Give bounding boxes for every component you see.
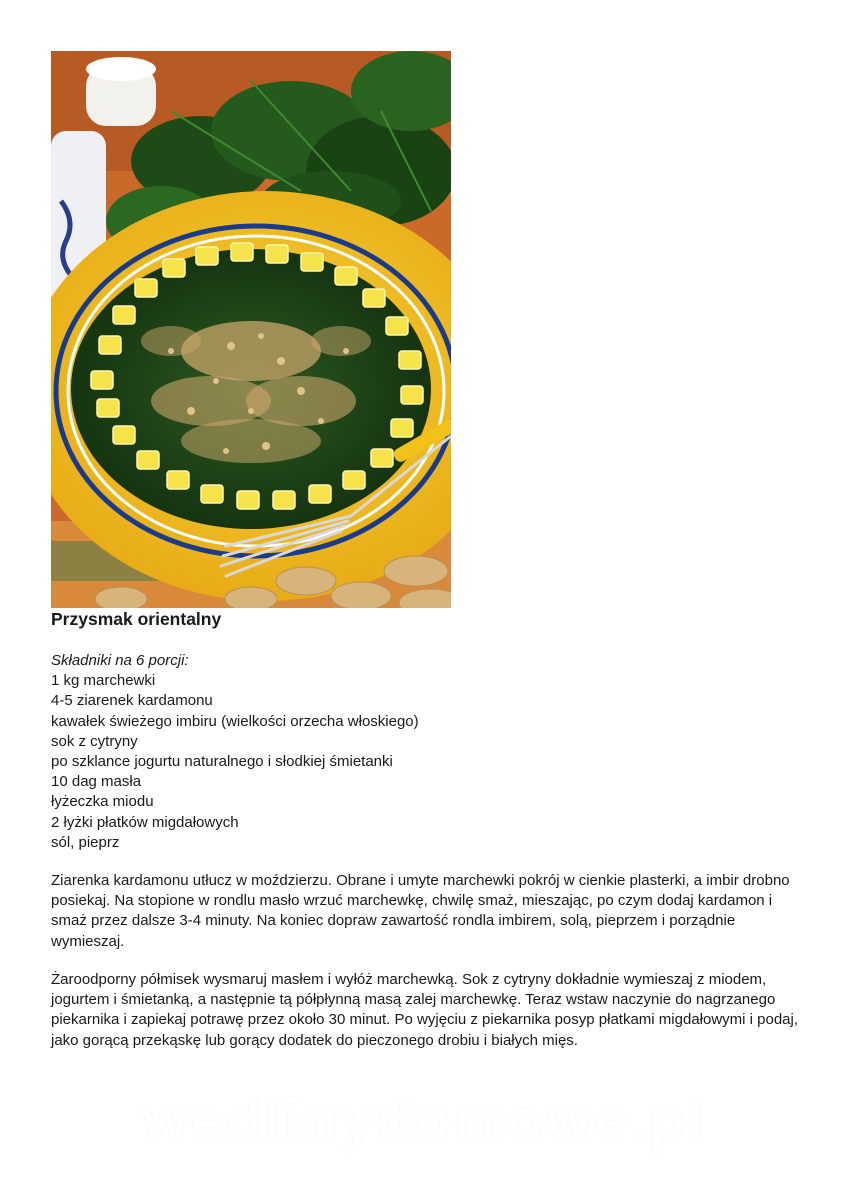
ingredient-item: łyżeczka miodu: [51, 793, 154, 811]
ingredient-item: 10 dag masła: [51, 773, 142, 791]
ingredients-list: [51, 671, 419, 853]
ingredient-item: 4-5 ziarenek kardamonu: [51, 692, 213, 710]
ingredient-item: 2 łyżki płatków migdałowych: [51, 813, 239, 831]
instructions-paragraph-1: Ziarenka kardamonu utłucz w moździerzu. Obrane i umyte marchewki pokrój w cienkie plasterki, a imbir drobno posiekaj. Na stopione w rondlu masło wrzuć marchewkę, chwilę smaż, mieszając, po czym dodaj kardamon i smaż przez dalsze 3-4 minuty. Na koniec dopraw zawartość rondla imbirem, solą, pieprzem i porządnie wymieszaj.: [51, 872, 790, 950]
ingredient-item: kawałek świeżego imbiru (wielkości orzecha włoskiego): [51, 712, 419, 730]
ingredients-section: [51, 651, 419, 853]
ingredients-heading: Składniki na 6 porcji:: [51, 652, 189, 669]
ingredient-item: 1 kg marchewki: [51, 672, 156, 690]
ingredient-item: po szklance jogurtu naturalnego i słodkiej śmietanki: [51, 753, 393, 771]
recipe-title: Przysmak orientalny: [51, 609, 222, 629]
dish-illustration: [51, 51, 451, 608]
instructions-paragraph-2: Żaroodporny półmisek wysmaruj masłem i wyłóż marchewką. Sok z cytryny dokładnie wymieszaj z miodem, jogurtem i śmietanką, a następnie tą półpłynną masą zalej marchewkę. Teraz wstaw naczynie do nagrzanego piekarnika i zapiekaj potrawę przez około 30 minut. Po wyjęciu z piekarnika posyp płatkami migdałowymi i podaj, jako gorącą przekąskę lub gorący dodatek do pieczonego drobiu i białych mięs.: [51, 971, 799, 1049]
ingredient-item: sól, pieprz: [51, 833, 120, 851]
ingredient-item: sok z cytryny: [51, 732, 138, 750]
recipe-photo: [51, 51, 451, 608]
watermark: wedlinydomowe.pl: [142, 1088, 707, 1153]
